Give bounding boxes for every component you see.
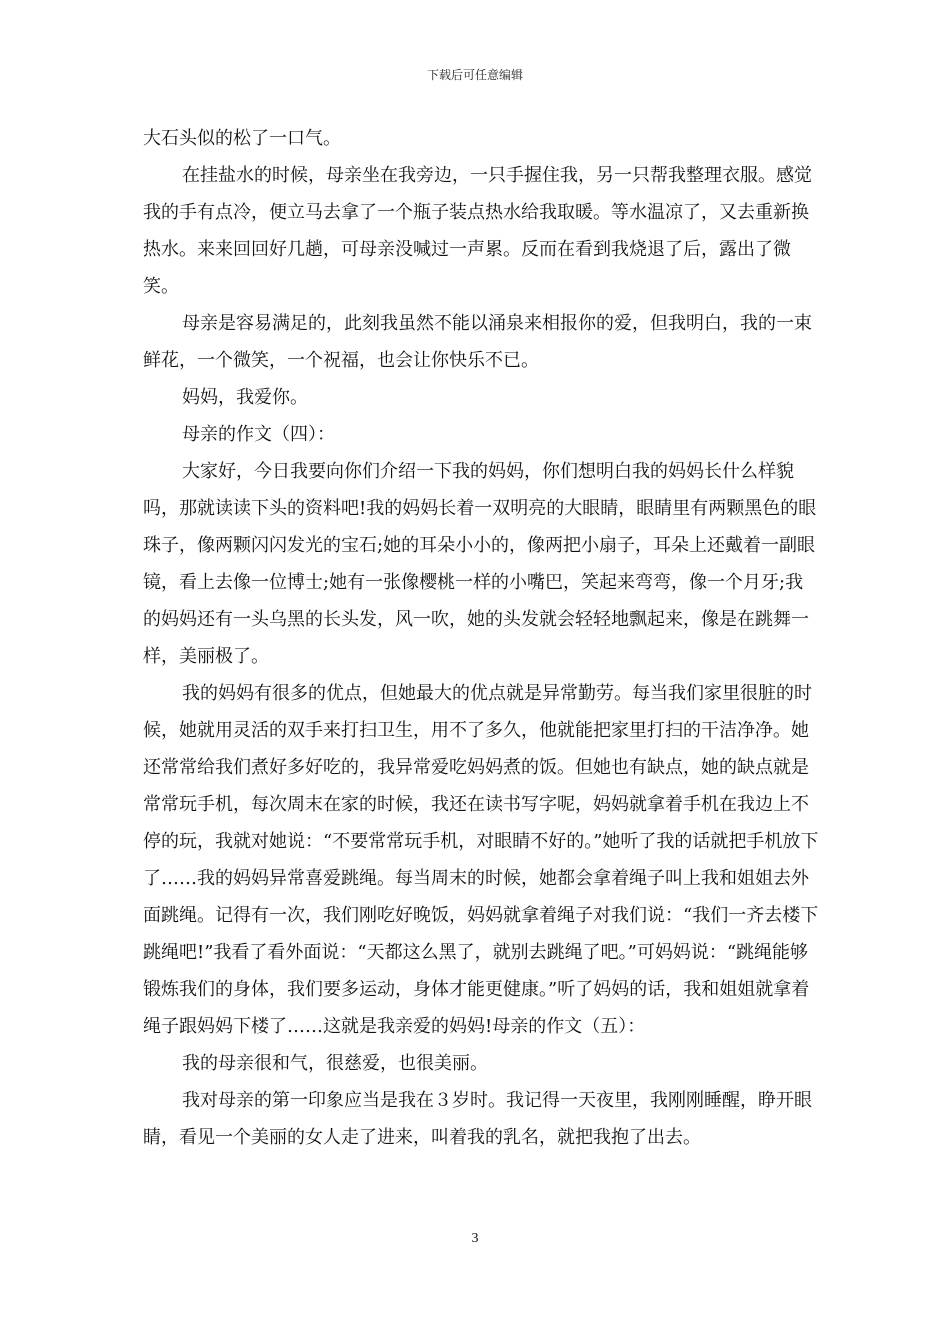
paragraph: 母亲是容易满足的，此刻我虽然不能以涌泉来相报你的爱，但我明白，我的一束鲜花，一个微笑，一个祝福，也会让你快乐不已。	[143, 313, 812, 371]
paragraph: 妈妈，我爱你。	[182, 387, 308, 408]
paragraph: 我的妈妈有很多的优点，但她最大的优点就是异常勤劳。每当我们家里很脏的时候，她就用灵活的双手来打扫卫生，用不了多久，他就能把家里打扫的干洁净净。她还常常给我们煮好多好吃的，我异常爱吃妈妈煮的饭。但她也有缺点，她的缺点就是常常玩手机，每次周末在家的时候，我还在读书写字呢，妈妈就拿着手机在我边上不停的玩，我就对她说：“不要常常玩手机，对眼睛不好的。”她听了我的话就把手机放下了……我的妈妈异常喜爱跳绳。每当周末的时候，她都会拿着绳子叫上我和姐姐去外面跳绳。记得有一次，我们刚吃好晚饭，妈妈就拿着绳子对我们说：“我们一齐去楼下跳绳吧!”我看了看外面说：“天都这么黑了，就别去跳绳了吧。”可妈妈说：“跳绳能够锻炼我们的身体，我们要多运动，身体才能更健康。”听了妈妈的话，我和姐姐就拿着绳子跟妈妈下楼了……这就是我亲爱的妈妈!母亲的作文（五）：	[143, 683, 819, 1037]
paragraph: 我对母亲的第一印象应当是我在３岁时。我记得一天夜里，我刚刚睡醒，睁开眼睛，看见一个美丽的女人走了进来，叫着我的乳名，就把我抱了出去。	[143, 1090, 812, 1148]
paragraph: 大石头似的松了一口气。	[143, 128, 341, 149]
paragraph: 在挂盐水的时候，母亲坐在我旁边，一只手握住我，另一只帮我整理衣服。感觉我的手有点冷，便立马去拿了一个瓶子装点热水给我取暖。等水温凉了，又去重新换热水。来来回回好几趟，可母亲没喊过一声累。反而在看到我烧退了后，露出了微笑。	[143, 165, 812, 297]
body-text	[143, 120, 819, 1156]
paragraph: 我的母亲很和气，很慈爱，也很美丽。	[182, 1053, 488, 1074]
page-header: 下载后可任意编辑	[426, 68, 523, 82]
page-number: 3	[471, 1231, 479, 1246]
paragraph: 大家好，今日我要向你们介绍一下我的妈妈，你们想明白我的妈妈长什么样貌吗，那就读读下头的资料吧!我的妈妈长着一双明亮的大眼睛，眼睛里有两颗黑色的眼珠子，像两颗闪闪发光的宝石;她的耳朵小小的，像两把小扇子，耳朵上还戴着一副眼镜，看上去像一位博士;她有一张像樱桃一样的小嘴巴，笑起来弯弯，像一个月牙;我的妈妈还有一头乌黑的长头发，风一吹，她的头发就会轻轻地飘起来，像是在跳舞一样，美丽极了。	[143, 461, 817, 667]
section-heading: 母亲的作文（四）：	[182, 424, 335, 445]
